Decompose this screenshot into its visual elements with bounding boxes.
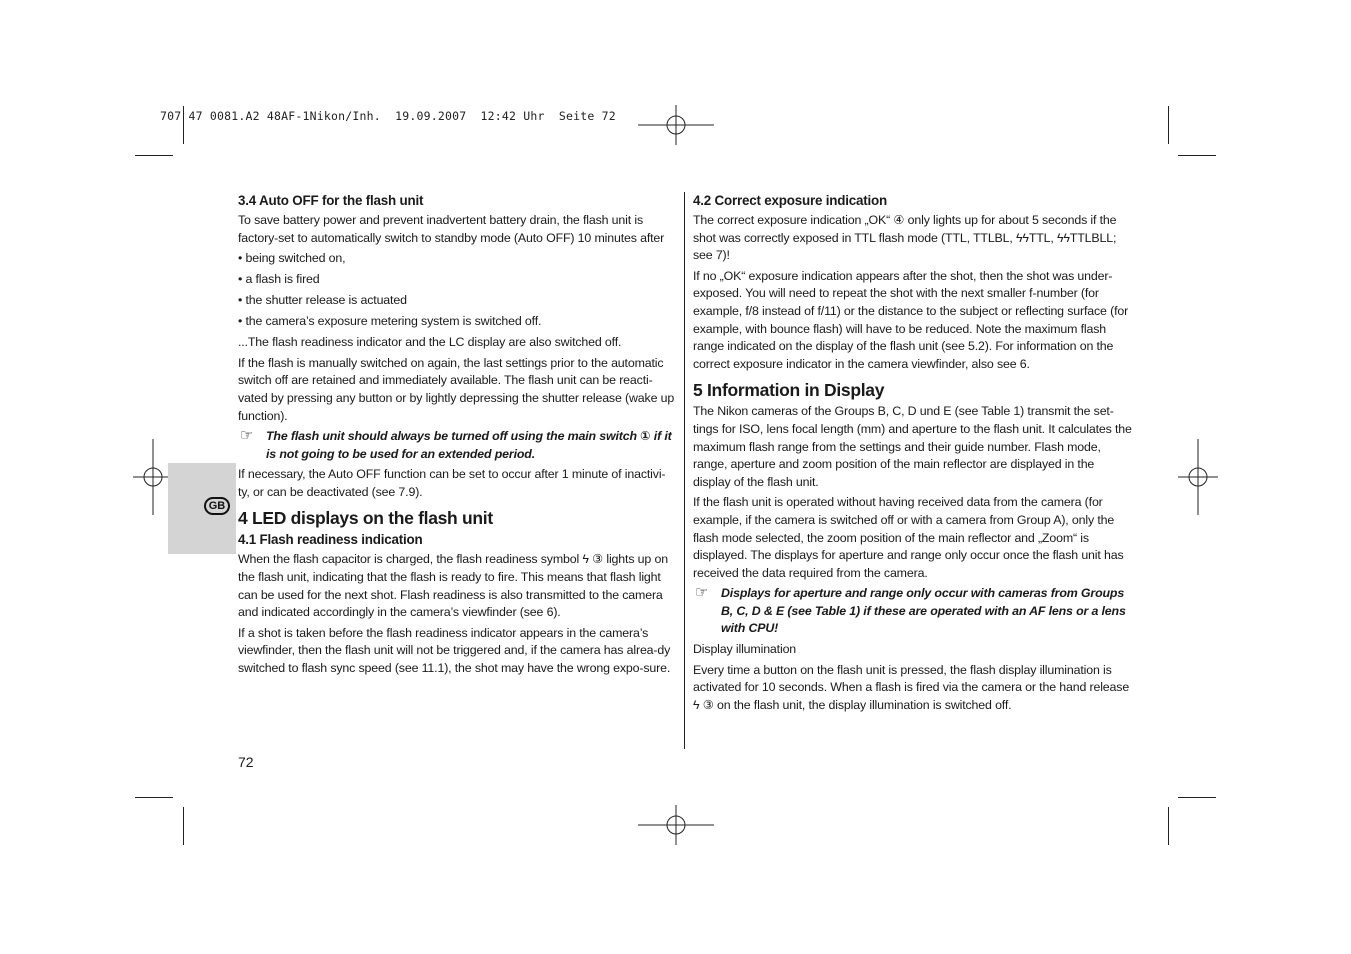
crop-mark bbox=[1178, 155, 1216, 156]
crop-mark bbox=[1168, 807, 1169, 845]
paragraph: The correct exposure indication „OK“ ④ only lights up for about 5 seconds if the shot was correctly exposed in TTL flash mode (TTL, TTLBL, ϟϟTTL, ϟϟTTLBLL; see 7)! bbox=[693, 213, 1117, 263]
list-item: • the camera’s exposure metering system is switched off. bbox=[238, 314, 542, 329]
paragraph: If necessary, the Auto OFF function can be set to occur after 1 minute of inactivi-ty, or can be deactivated (see 7.9). bbox=[238, 467, 666, 499]
note bbox=[238, 428, 676, 463]
right-column bbox=[693, 192, 1133, 717]
chapter-title: 4 LED displays on the flash unit bbox=[238, 508, 493, 529]
crop-mark bbox=[183, 807, 184, 845]
subsection-title: Display illumination bbox=[693, 642, 797, 657]
paragraph: The Nikon cameras of the Groups B, C, D und E (see Table 1) transmit the set-tings for ISO, lens focal length (mm) and aperture to the flash unit. It calculates the maximum flash range from the settings and their guide number. Flash mode, range, aperture and zoom position of the main reflector are displayed in the display of the flash unit. bbox=[693, 404, 1132, 489]
pointing-hand-icon: ☞ bbox=[240, 427, 254, 445]
pointing-hand-icon: ☞ bbox=[695, 584, 709, 602]
section-title: 3.4 Auto OFF for the flash unit bbox=[238, 193, 424, 208]
registration-mark-icon bbox=[636, 105, 716, 145]
registration-mark-icon bbox=[636, 805, 716, 845]
paragraph: To save battery power and prevent inadvertent battery drain, the flash unit is factory-set to automatically switch to standby mode (Auto OFF) 10 minutes after bbox=[238, 213, 665, 245]
registration-mark-icon bbox=[1178, 437, 1218, 517]
paragraph: If a shot is taken before the flash readiness indicator appears in the camera’s viewfinder, then the flash unit will not be triggered and, if the camera has alrea-dy switched to flash sync speed (see 11.1), the shot may have the wrong expo-sure. bbox=[238, 625, 671, 676]
note-text: The flash unit should always be turned off using the main switch ① if it is not going to be used for an extended period. bbox=[266, 429, 672, 461]
print-slug: 707 47 0081.A2 48AF-1Nikon/Inh. 19.09.2007 12:42 Uhr Seite 72 bbox=[160, 109, 616, 123]
note-text: Displays for aperture and range only occur with cameras from Groups B, C, D & E (see Table 1) if these are operated with an AF lens or a lens with CPU! bbox=[721, 586, 1126, 636]
note bbox=[693, 585, 1133, 638]
section-title: 4.2 Correct exposure indication bbox=[693, 193, 887, 208]
paragraph: If no „OK“ exposure indication appears after the shot, then the shot was under-exposed. You will need to repeat the shot with the next smaller f-number (for example, f/8 instead of f/11) or the distance to the subject or reflecting surface (for example, with bounce flash) will have to be reduced. Note the maximum flash range indicated on the display of the flash unit (see 5.2). For information on the correct exposure indicator in the camera viewfinder, also see 6. bbox=[693, 268, 1129, 371]
page-number: 72 bbox=[238, 754, 254, 770]
language-badge: GB bbox=[204, 497, 230, 515]
chapter-title: 5 Information in Display bbox=[693, 380, 885, 401]
crop-mark bbox=[135, 155, 173, 156]
list-item: • being switched on, bbox=[238, 251, 346, 266]
section-title: 4.1 Flash readiness indication bbox=[238, 532, 423, 548]
crop-mark bbox=[1168, 106, 1169, 144]
list-item: • a flash is fired bbox=[238, 272, 320, 287]
column-divider bbox=[684, 192, 685, 749]
registration-mark-icon bbox=[133, 437, 173, 517]
paragraph: When the flash capacitor is charged, the flash readiness symbol ϟ ③ lights up on the flash unit, indicating that the flash is ready to fire. This means that flash light can be used for the next shot. Flash readiness is also transmitted to the camera and indicated accordingly in the camera’s viewfinder (see 6). bbox=[238, 552, 668, 620]
left-column bbox=[238, 192, 676, 681]
paragraph: If the flash is manually switched on again, the last settings prior to the automatic switch off are retained and immediately available. The flash unit can be reacti-vated by pressing any button or by lightly depressing the shutter release (wake up function). bbox=[238, 355, 675, 423]
paragraph: ...The flash readiness indicator and the LC display are also switched off. bbox=[238, 335, 622, 350]
paragraph: If the flash unit is operated without having received data from the camera (for example, if the camera is switched off or with a camera from Group A), only the flash mode selected, the zoom position of the main reflector and „Zoom“ is displayed. The displays for aperture and range only occur once the flash unit has received the data required from the camera. bbox=[693, 495, 1124, 580]
crop-mark bbox=[1178, 797, 1216, 798]
paragraph: Every time a button on the flash unit is pressed, the flash display illumination is activated for 10 seconds. When a flash is fired via the camera or the hand release ϟ ③ on the flash unit, the display illumination is switched off. bbox=[693, 662, 1130, 712]
list-item: • the shutter release is actuated bbox=[238, 293, 407, 308]
crop-mark bbox=[135, 797, 173, 798]
